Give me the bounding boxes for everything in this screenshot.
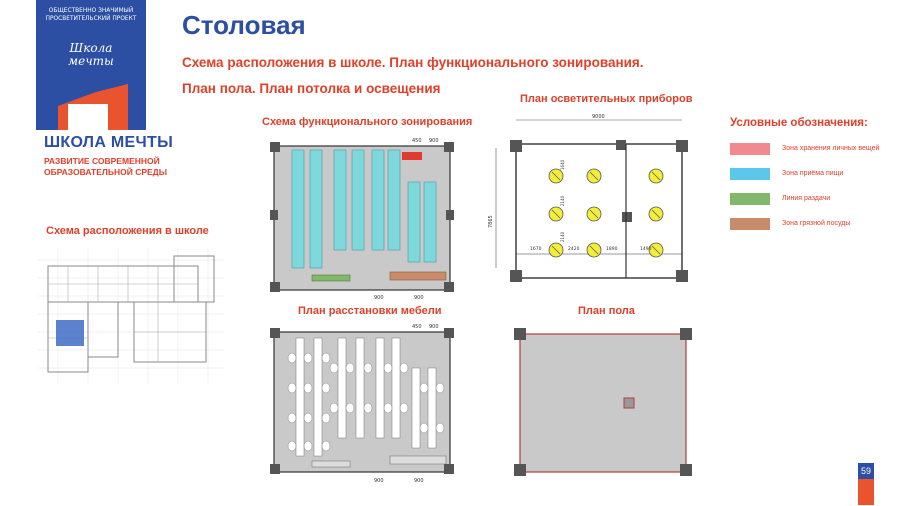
svg-text:450: 450 <box>412 138 422 144</box>
page-number: 59 <box>858 463 874 479</box>
svg-text:7865: 7865 <box>488 215 494 228</box>
subtitle-line-2: План пола. План потолка и освещения <box>182 81 441 96</box>
canteen-location-highlight <box>56 320 84 346</box>
project-logo <box>36 0 146 130</box>
lighting-plan <box>488 108 700 306</box>
subtitle-line-1: Схема расположения в школе. План функционального зонирования. <box>182 55 644 70</box>
svg-text:1670: 1670 <box>530 247 542 252</box>
brand-name: ШКОЛА МЕЧТЫ <box>44 134 174 151</box>
legend-swatch-dishes <box>730 218 770 230</box>
legend-label-dishes: Зона грязной посуды <box>782 220 851 227</box>
header-floor: План пола <box>578 305 635 317</box>
legend-swatch-serving <box>730 193 770 205</box>
logo-top-text: ОБЩЕСТВЕННО ЗНАЧИМЫЙ ПРОСВЕТИТЕЛЬСКИЙ ПРОЕКТ <box>45 6 137 22</box>
svg-text:2140: 2140 <box>560 231 565 242</box>
storage-zone <box>402 152 422 160</box>
svg-text:900: 900 <box>429 138 439 144</box>
dirty-dishes-zone <box>390 272 446 280</box>
page-title: Столовая <box>182 10 306 40</box>
logo-script-text: Школа мечты <box>68 41 114 68</box>
zoning-plan <box>262 132 462 302</box>
header-zoning: Схема функционального зонирования <box>262 116 473 128</box>
legend-swatch-dining <box>730 168 770 180</box>
legend-title: Условные обозначения: <box>730 117 868 129</box>
legend-label-dining: Зона приёма пищи <box>782 170 844 177</box>
svg-text:900: 900 <box>429 324 439 330</box>
legend-label-storage: Зона хранения личных вещей <box>782 145 880 152</box>
school-location-plan <box>38 248 224 384</box>
logo-building-icon <box>36 82 146 130</box>
svg-text:900: 900 <box>374 295 384 301</box>
svg-text:1490: 1490 <box>640 247 652 252</box>
svg-text:450: 450 <box>412 324 422 330</box>
furniture-plan <box>262 318 462 488</box>
svg-text:2420: 2420 <box>568 247 580 252</box>
legend-label-serving: Линия раздачи <box>782 195 831 202</box>
brand-subtitle: РАЗВИТИЕ СОВРЕМЕННОЙ ОБРАЗОВАТЕЛЬНОЙ СРЕДЫ <box>44 156 168 177</box>
svg-text:900: 900 <box>414 295 424 301</box>
floor-plan <box>504 322 700 480</box>
header-school-location: Схема расположения в школе <box>46 225 209 237</box>
serving-line <box>312 275 350 281</box>
page-accent-bar <box>858 479 874 505</box>
svg-text:1640: 1640 <box>560 159 565 170</box>
svg-text:900: 900 <box>414 478 424 484</box>
svg-text:1890: 1890 <box>606 247 618 252</box>
header-furniture: План расстановки мебели <box>298 305 442 317</box>
svg-text:9000: 9000 <box>592 114 605 120</box>
svg-text:900: 900 <box>374 478 384 484</box>
svg-text:2140: 2140 <box>560 195 565 206</box>
legend-swatch-storage <box>730 143 770 155</box>
header-lighting: План осветительных приборов <box>520 93 693 105</box>
